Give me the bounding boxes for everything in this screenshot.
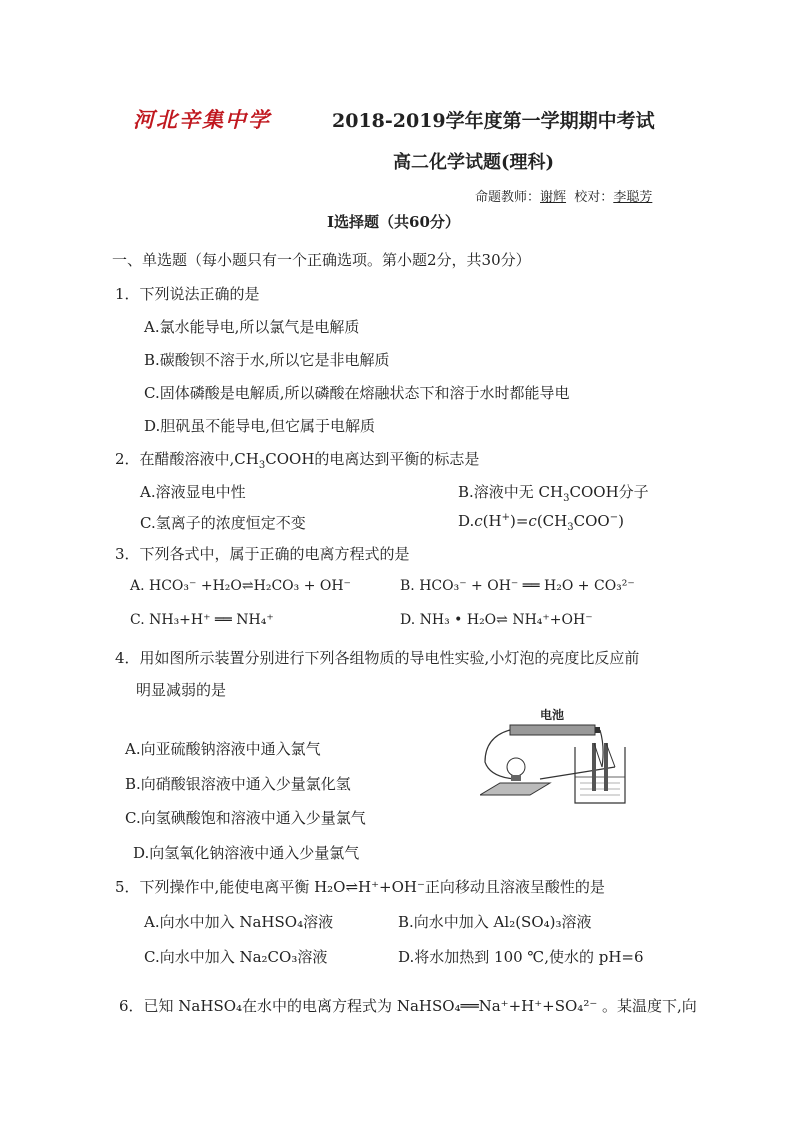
teacher-name: 谢辉	[540, 190, 567, 205]
q4-stem-line1: 4．用如图所示装置分别进行下列各组物质的导电性实验,小灯泡的亮度比反应前	[115, 649, 640, 667]
q3-option-d: D. NH₃ • H₂O⇌ NH₄⁺+OH⁻	[400, 612, 593, 628]
q4-option-a: A.向亚硫酸钠溶液中通入氯气	[125, 740, 321, 758]
exam-title: 2018-2019学年度第一学期期中考试	[332, 110, 655, 132]
q3-option-a: A. HCO₃⁻ +H₂O⇌H₂CO₃ + OH⁻	[130, 578, 351, 594]
q6-stem: 6．已知 NaHSO₄在水中的电离方程式为 NaHSO₄══Na⁺+H⁺+SO₄²⁻ 。某温度下,向	[119, 997, 697, 1015]
section-title: Ⅰ选择题（共60分）	[327, 213, 460, 231]
checker-label: 校对：	[574, 190, 614, 205]
q1-stem: 1．下列说法正确的是	[115, 285, 260, 303]
part-one-heading: 一、单选题（每小题只有一个正确选项。第小题2分，共30分）	[112, 251, 531, 269]
conductivity-apparatus-diagram	[480, 707, 640, 807]
q5-option-a: A.向水中加入 NaHSO₄溶液	[144, 913, 334, 931]
q2-stem: 2．在醋酸溶液中$,CH_3COOH$的电离达到平衡的标志是	[115, 450, 480, 471]
q4-stem-line2: 明显减弱的是	[136, 681, 227, 699]
subject-title: 高二化学试题(理科)	[393, 152, 555, 173]
light-bulb-icon	[507, 758, 525, 776]
teacher-label: 命题教师：	[475, 190, 541, 205]
school-name: 河北辛集中学	[133, 107, 271, 132]
q3-option-c: C. NH₃+H⁺ ══ NH₄⁺	[130, 612, 274, 628]
battery-label: 电池	[540, 708, 565, 722]
q5-option-d: D.将水加热到 100 ℃,使水的 pH=6	[398, 948, 644, 966]
q5-stem: 5．下列操作中,能使电离平衡 H₂O⇌H⁺+OH⁻正向移动且溶液呈酸性的是	[115, 878, 605, 896]
q2-option-b: B.溶液中无 $CH_3COOH$分子	[458, 483, 649, 504]
q3-stem: 3．下列各式中，属于正确的电离方程式的是	[115, 545, 410, 563]
q1-option-c: C.固体磷酸是电解质,所以磷酸在熔融状态下和溶于水时都能导电	[144, 384, 570, 402]
beaker-icon	[575, 747, 625, 803]
exam-credits	[475, 186, 652, 205]
q4-option-c: C.向氢碘酸饱和溶液中通入少量氯气	[125, 809, 366, 827]
q1-option-a: A.氯水能导电,所以氯气是电解质	[144, 318, 360, 336]
battery-icon	[510, 725, 595, 735]
q5-option-b: B.向水中加入 Al₂(SO₄)₃溶液	[398, 913, 592, 931]
q4-option-b: B.向硝酸银溶液中通入少量氯化氢	[125, 775, 351, 793]
q4-option-d: D.向氢氧化钠溶液中通入少量氯气	[133, 844, 360, 862]
q2-option-d: $D.c(H^+)=c(CH_3COO^-)$	[458, 512, 624, 533]
q3-option-b: B. HCO₃⁻ + OH⁻ ══ H₂O + CO₃²⁻	[400, 578, 635, 594]
electrode-icon	[604, 743, 608, 791]
electrode-icon	[592, 743, 596, 791]
q5-option-c: C.向水中加入 Na₂CO₃溶液	[144, 948, 328, 966]
q1-option-d: D.胆矾虽不能导电,但它属于电解质	[144, 417, 376, 435]
q2-option-c: C.氢离子的浓度恒定不变	[140, 514, 306, 532]
q2-option-a: A.溶液显电中性	[140, 483, 246, 501]
base-board-icon	[480, 783, 550, 795]
q1-option-b: B.碳酸钡不溶于水,所以它是非电解质	[144, 351, 390, 369]
checker-name: 李聪芳	[613, 190, 653, 205]
